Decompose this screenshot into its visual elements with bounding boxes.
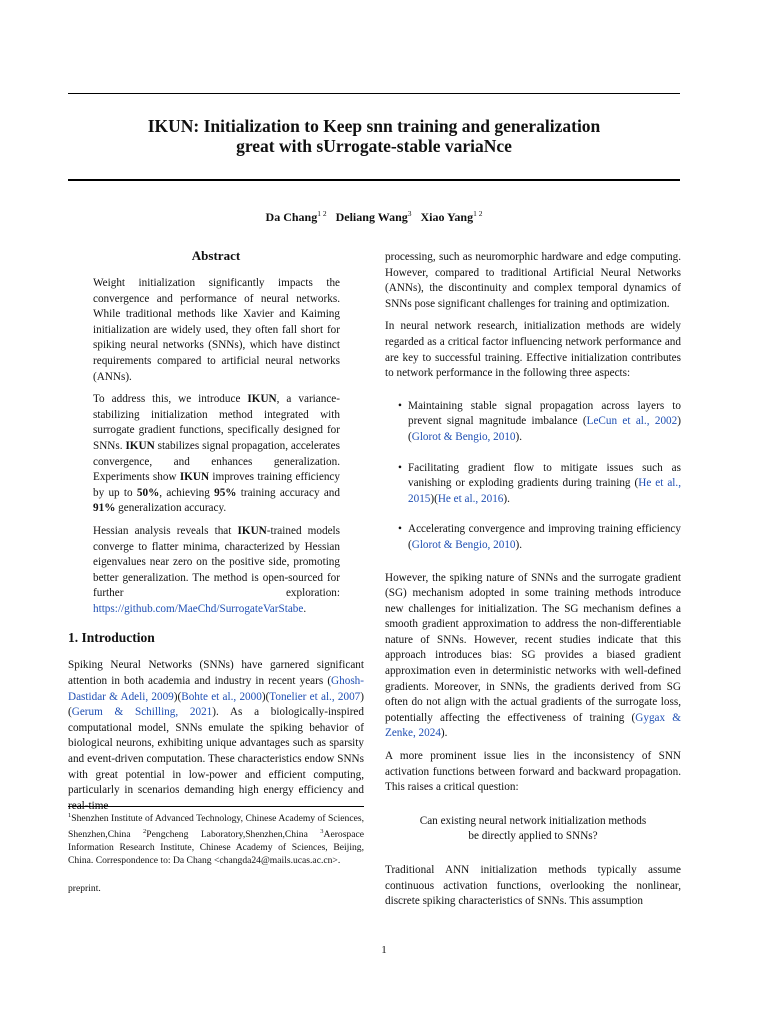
footnote-affiliations: $^1$Shenzhen Institute of Advanced Technology, Chinese Academy of Sciences, Shenzhen,China $^2$Pengcheng Laboratory,Shenzhen,China $^3$Aerospace Information Research Institute, Chinese Academy of Sciences, Beijing, China. Correspondence to: Da Chang <changda24@mails.ucas.ac.cn>. <box>68 812 364 867</box>
citation-link[interactable]: He et al., 2015 <box>408 477 681 505</box>
bullet-icon: • <box>398 461 402 474</box>
abstract-paragraph: Hessian analysis reveals that IKUN-trained models converge to flatter minima, characterized by Hessian eigenvalues near zero on the positive side, promoting better generalization. The method is open-sourced for further exploration: https://github.com/MaeChd/SurrogateVarStabe. <box>93 524 341 615</box>
citation-link[interactable]: Tonelier et al., 2007 <box>269 690 361 703</box>
citation-link[interactable]: Gerum & Schilling, 2021 <box>71 706 213 719</box>
author-name: Deliang Wang <box>335 210 408 224</box>
citation-link[interactable]: He et al., 2016 <box>437 492 504 505</box>
page-number: 1 <box>381 944 387 956</box>
footnote <box>68 806 364 894</box>
top-rule <box>68 93 680 94</box>
list-item: • Maintaining stable signal propagation across layers to prevent signal magnitude imbalance (LeCun et al., 2002)(Glorot & Bengio, 2010). <box>398 399 681 443</box>
bullet-icon: • <box>398 399 402 412</box>
abstract-paragraph: To address this, we introduce IKUN, a variance-stabilizing initialization method integrated with surrogate gradient functions, specifically designed for SNNs. IKUN stabilizes signal propagation, accelerates convergence, and enhances generalization. Experiments show IKUN improves training efficiency by up to 50%, achieving 95% training accuracy and 91% generalization accuracy. <box>93 393 340 515</box>
research-question-line: be directly applied to SNNs? <box>468 830 598 843</box>
author-affiliation: 3 <box>407 209 412 218</box>
bottom-rule <box>68 179 680 181</box>
abstract-heading: Abstract <box>191 248 241 263</box>
intro-paragraph: Spiking Neural Networks (SNNs) have garnered significant attention in both academia and industry in recent years (Ghosh-Dastidar & Adeli, 2009)(Bohte et al., 2000)(Tonelier et al., 2007)(Gerum & Schilling, 2021). As a biologically-inspired computational model, SNNs emulate the spiking behavior of biological neurons, exhibiting unique advantages such as sparsity and event-driven computation. These characteristics endow SNNs with great potential in low-power and efficient computing, particularly in scenarios demanding high energy efficiency and real-time <box>68 659 365 812</box>
title-line-2: great with sUrrogate-stable variaNce <box>236 136 512 156</box>
author-name: Xiao Yang <box>420 210 474 224</box>
title-line-1: IKUN: Initialization to Keep snn training and generalization <box>147 116 601 136</box>
citation-link[interactable]: Glorot & Bengio, 2010 <box>411 538 516 551</box>
body-paragraph: processing, such as neuromorphic hardware and edge computing. However, compared to traditional Artificial Neural Networks (ANNs), the discontinuity and complex temporal dynamics of SNNs pose significant challenges for training and optimization. <box>385 251 681 310</box>
citation-link[interactable]: Glorot & Bengio, 2010 <box>411 430 516 443</box>
author-name: Da Chang <box>265 210 318 224</box>
list-item: • Accelerating convergence and improving training efficiency (Glorot & Bengio, 2010). <box>398 523 681 551</box>
body-paragraph: Traditional ANN initialization methods typically assume continuous activation functions, overlooking the nonlinear, discrete spiking characteristics of SNNs. This assumption <box>385 864 681 908</box>
left-column <box>68 248 364 821</box>
aspects-list <box>385 399 681 554</box>
right-column <box>385 250 681 917</box>
list-item: • Facilitating gradient flow to mitigate issues such as vanishing or exploding gradients during training (He et al., 2015)(He et al., 2016). <box>398 461 681 505</box>
author-list <box>68 206 680 225</box>
bullet-icon: • <box>398 523 402 536</box>
citation-link[interactable]: Ghosh-Dastidar & Adeli, 2009 <box>68 675 364 703</box>
body-paragraph: A more prominent issue lies in the inconsistency of SNN activation functions between forward and backward propagation. This raises a critical question: <box>385 750 681 794</box>
abstract-paragraph: Weight initialization significantly impacts the convergence and performance of neural networks. While traditional methods like Xavier and Kaiming initialization are widely used, they often fall short for spiking neural networks (SNNs), which have distinct requirements compared to artificial neural networks (ANNs). <box>93 277 340 383</box>
citation-link[interactable]: LeCun et al., 2002 <box>586 415 678 428</box>
author-affiliation: 1 2 <box>317 209 327 218</box>
body-paragraph: However, the spiking nature of SNNs and the surrogate gradient (SG) mechanism adopted in some training methods introduce new challenges for initialization. The SG mechanism defines a smooth gradient approximation to address the non-differentiable nature of SNNs. However, recent studies indicate that this approach introduces bias: SG provides a biased gradient approximation even in deterministic networks with well-defined gradients. Moreover, in SNNs, the gradients derived from SG often do not align with the actual gradients of the surrogate loss, potentially affecting the effectiveness of training (Gygax & Zenke, 2024). <box>385 571 681 740</box>
research-question <box>385 814 681 845</box>
citation-link[interactable]: Bohte et al., 2000 <box>181 690 262 703</box>
section-heading-introduction: 1. Introduction <box>68 630 155 646</box>
github-link[interactable]: https://github.com/MaeChd/SurrogateVarStabe <box>93 602 304 615</box>
preprint-label: preprint. <box>68 883 101 895</box>
body-paragraph: In neural network research, initialization methods are widely regarded as a critical factor influencing network performance and are key to successful training. Effective initialization contributes to network performance in the following three aspects: <box>385 320 681 380</box>
paper-title <box>68 116 680 156</box>
author-affiliation: 1 2 <box>473 209 483 218</box>
research-question-line: Can existing neural network initialization methods <box>419 814 647 827</box>
citation-link[interactable]: Gygax & Zenke, 2024 <box>385 711 681 740</box>
